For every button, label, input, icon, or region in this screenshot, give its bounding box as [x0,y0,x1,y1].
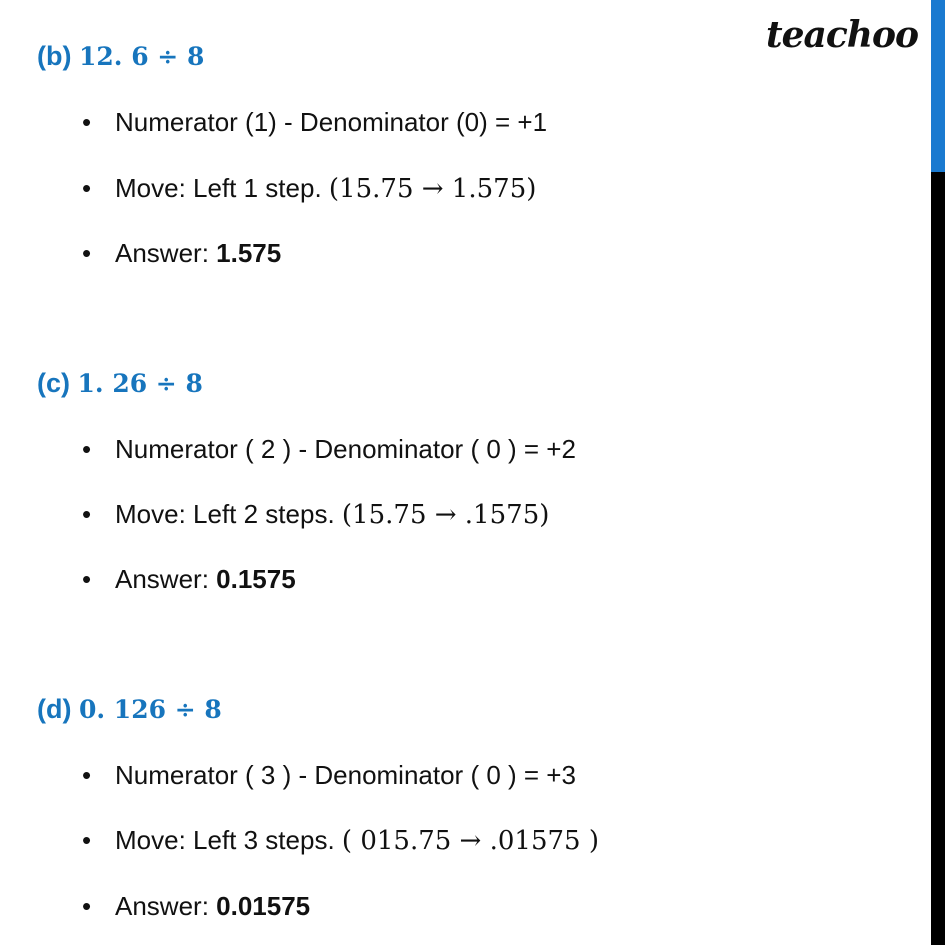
list-item: • Move: Left 1 step. (15.75 → 1.575) [82,173,537,204]
step-difference: Numerator ( 2 ) - Denominator ( 0 ) = +2 [115,434,576,464]
step-move: Move: Left 2 steps. [115,499,335,529]
heading-expression: 0. 126 ÷ 8 [79,695,222,724]
teachoo-logo: teachoo [766,14,918,56]
answer-label: Answer: [115,238,209,268]
list-item: • Move: Left 3 steps. ( 015.75 → .01575 ) [82,825,599,856]
list-item: • Numerator (1) - Denominator (0) = +1 [82,107,548,137]
heading-c [37,370,203,397]
heading-label: (d) [37,694,72,724]
answer-value: 1.575 [216,238,282,268]
list-item: • Answer: 0.01575 [82,891,311,921]
list-item: • Numerator ( 3 ) - Denominator ( 0 ) = +3 [82,760,576,790]
heading-label: (b) [37,41,72,71]
list-item: • Answer: 0.1575 [82,564,296,594]
list-item: • Numerator ( 2 ) - Denominator ( 0 ) = +2 [82,434,576,464]
step-move: Move: Left 1 step. [115,173,322,203]
step-move: Move: Left 3 steps. [115,825,335,855]
list-item: • Move: Left 2 steps. (15.75 → .1575) [82,499,550,530]
heading-expression: 1. 26 ÷ 8 [77,369,203,398]
step-move-math: ( 015.75 → .01575 ) [341,826,599,856]
answer-label: Answer: [115,564,209,594]
heading-b [37,43,204,70]
heading-label: (c) [37,368,70,398]
answer-label: Answer: [115,891,209,921]
step-difference: Numerator (1) - Denominator (0) = +1 [115,107,548,137]
step-difference: Numerator ( 3 ) - Denominator ( 0 ) = +3 [115,760,576,790]
accent-bar-black [931,172,945,945]
accent-bar-blue [931,0,945,172]
step-move-math: (15.75 → 1.575) [328,174,537,204]
answer-value: 0.1575 [216,564,296,594]
answer-value: 0.01575 [216,891,311,921]
heading-expression: 12. 6 ÷ 8 [79,42,205,71]
step-move-math: (15.75 → .1575) [341,500,550,530]
heading-d [37,696,222,723]
list-item: • Answer: 1.575 [82,238,282,268]
